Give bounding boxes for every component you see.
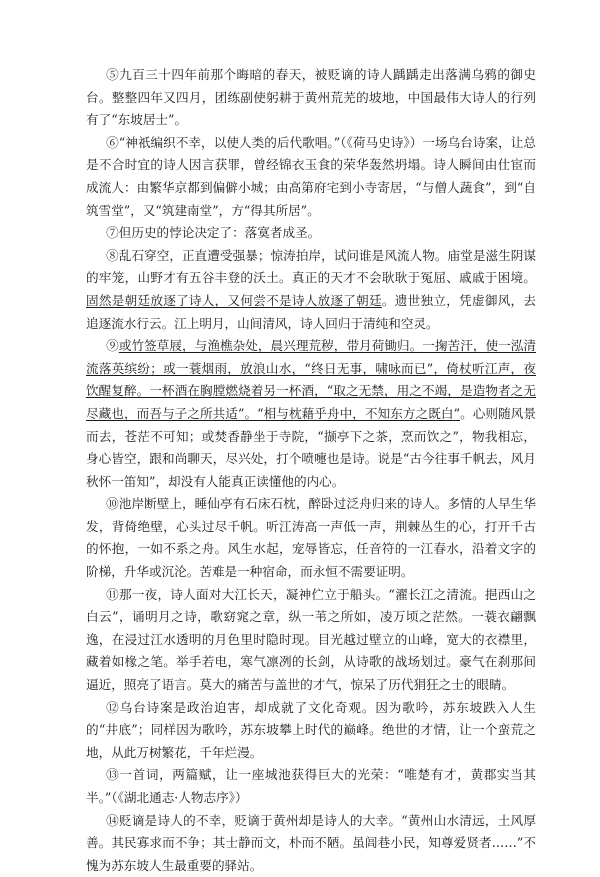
paragraph-7-text: ⑦但历史的悖论决定了：落寞者成圣。 xyxy=(106,225,321,241)
paragraph-5-text: ⑤九百三十四年前那个晦暗的春天，被贬谪的诗人踽踽走出落满乌鸦的御史台。整整四年又四月，团练副使躬耕于黄州荒芜的坡地，中国最伟大诗人的行列有了“东坡居士”。 xyxy=(86,67,536,128)
paragraph-12-text: ⑫乌台诗案是政治迫害，却成就了文化奇观。因为歌吟，苏东坡跌入人生的“井底”；同样因为歌吟，苏东坡攀上时代的巅峰。绝世的才情，让一个蛮荒之地，从此万树繁花，千年烂漫。 xyxy=(86,699,536,760)
paragraph-11 xyxy=(86,584,536,697)
paragraph-9-number: ⑨ xyxy=(106,338,119,354)
paragraph-14 xyxy=(86,810,536,877)
paragraph-11-text: ⑪那一夜，诗人面对大江长天，凝神伫立于船头。“濯长江之清流。挹西山之白云”，诵明月之诗，歌窈窕之章，纵一苇之所如，凌万顷之茫然。一蓑衣翩飘逸，在浸过江水透明的月色里时隐时现。目光越过壁立的山峰，宽大的衣襟里，藏着如椽之笔。举手若电，寒气凛冽的长剑，从诗歌的战场划过。豪气在刹那间逼近，照亮了语言。莫大的痛苦与盖世的才气，惊呆了历代狷狂之士的眼睛。 xyxy=(86,586,536,693)
paragraph-6-text: ⑥“神祇编织不幸，以使人类的后代歌唱。”（《荷马史诗》）一场乌台诗案，让总是不合时宜的诗人因言获罪，曾经锦衣玉食的荣华轰然坍塌。诗人瞬间由仕宦而成流人：由繁华京都到偏僻小城；由高第府宅到小寺寄居，“与僧人蔬食”，到“自筑雪堂”，又“筑建南堂”，方“得其所居”。 xyxy=(86,134,536,218)
paragraph-12 xyxy=(86,697,536,765)
paragraph-8-text: ⑧乱石穿空，正直遭受强暴；惊涛拍岸，试问谁是风流人物。庙堂是滋生阴谋的牢笼，山野才有五谷丰登的沃土。真正的天才不会耿耿于冤屈、戚戚于困境。 xyxy=(86,247,536,286)
paragraph-10 xyxy=(86,493,536,583)
paragraph-9-underlined-passage: 或竹签草屐，与渔樵杂处，晨兴理荒秽，带月荷锄归。一掬苦汗，使一泓清流落英缤纷；或一蓑烟雨，放浪山水，“终日无事，啸咏而已”，倚杖听江声，夜饮醒复醉。一杯酒在胸膛燃烧着另一杯酒，“取之无禁，用之不竭，是造物者之无尽藏也，而吾与子之所共适”。“相与枕藉乎舟中，不知东方之既白” xyxy=(86,338,537,421)
paragraph-7 xyxy=(86,222,536,245)
paragraph-14-text: ⑭贬谪是诗人的不幸，贬谪于黄州却是诗人的大幸。“黄州山水清远，土风厚善。其民寡求而不争；其士静而文，朴而不陋。虽闾巷小民，知尊爱贤者……”不愧为苏东坡人生最重要的驿站。 xyxy=(86,812,536,873)
paragraph-10-text: ⑩池岸断壁上，睡仙亭有石床石枕，醉卧过泛舟归来的诗人。多情的人早生华发，背倚绝壁，心头过尽千帆。听江涛高一声低一声，荆棘丛生的心，打开千古的怀抱，一如不系之舟。风生水起，宠辱皆忘，任音符的一江春水，沿着文字的阶梯，升华或沉沦。苦难是一种宿命，而永恒不需要证明。 xyxy=(86,496,536,580)
paragraph-8-underlined-sentence: 固然是朝廷放逐了诗人，又何尝不是诗人放逐了朝廷 xyxy=(86,292,382,308)
paragraph-13-text: ⑬一首词，两篇赋，让一座城池获得巨大的光荣：“唯楚有才，黄郡实当其半。”（《湖北通志·人物志序》） xyxy=(86,767,536,805)
paragraph-8 xyxy=(86,245,536,335)
paragraph-5 xyxy=(86,64,536,132)
paragraph-13 xyxy=(86,764,536,809)
paragraph-6 xyxy=(86,132,536,222)
paragraph-8-text-end: 。遗世独立，凭虚御风，去追逐流水行云。江上明月，山间清风，诗人回归于清纯和空灵。 xyxy=(86,292,537,331)
paragraph-9-text-end: 。心则随风景而去，苍茫不可知；或焚香静坐于寺院，“撷亭下之茶，烹而饮之”，物我相忘，身心皆空，跟和尚聊天，尽兴处，打个喷嚏也是诗。说是“古今往事千帆去，风月秋怀一笛知”，却没有人能真正读懂他的内心。 xyxy=(86,405,536,489)
paragraph-9 xyxy=(86,335,536,493)
